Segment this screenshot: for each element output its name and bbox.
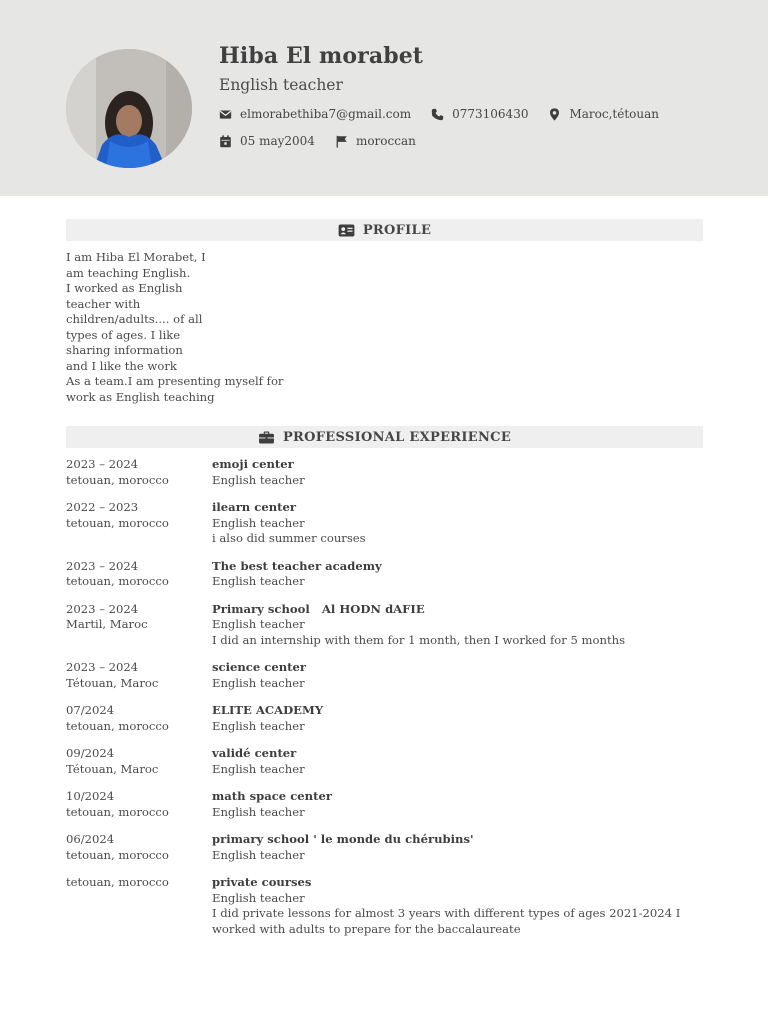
profile-line: children/adults.... of all: [66, 312, 203, 326]
profile-line: sharing information: [66, 343, 183, 357]
experience-org: emoji center: [212, 457, 294, 471]
profile-line: I worked as English: [66, 281, 183, 295]
experience-place: Tétouan, Maroc: [66, 675, 159, 690]
person-name: Hiba El morabet: [219, 43, 424, 69]
email-text: elmorabethiba7@gmail.com: [240, 107, 412, 121]
location-text: Maroc,tétouan: [569, 107, 659, 121]
experience-note: I did private lessons for almost 3 years with different types of ages 2021-2024 I worked with adults to prepare for the baccalaureate: [212, 906, 681, 936]
experience-date: 06/2024: [66, 832, 115, 846]
experience-role: English teacher: [212, 472, 305, 487]
experience-item: [66, 457, 703, 488]
experience-date: 2023 – 2024: [66, 457, 139, 471]
experience-item: [66, 660, 703, 691]
phone-icon: [431, 108, 444, 121]
id-card-icon: [338, 224, 355, 237]
phone-text: 0773106430: [452, 107, 529, 121]
experience-date: 09/2024: [66, 746, 115, 760]
experience-item: [66, 832, 703, 863]
profile-section-heading: [66, 219, 703, 241]
experience-role: English teacher: [212, 804, 305, 819]
experience-date: 07/2024: [66, 703, 115, 717]
experience-place: tetouan, morocco: [66, 515, 169, 530]
experience-place: tetouan, morocco: [66, 574, 169, 588]
experience-role: English teacher: [212, 761, 305, 776]
nationality-text: moroccan: [355, 134, 416, 148]
experience-date: 2022 – 2023: [66, 500, 139, 514]
contact-row-primary: [219, 107, 679, 121]
profile-line: and I like the work: [66, 358, 177, 373]
email-contact[interactable]: [219, 107, 411, 121]
profile-line: types of ages. I like: [66, 327, 181, 342]
birthdate-item: [219, 134, 315, 148]
experience-item: [66, 875, 703, 937]
experience-heading-text: PROFESSIONAL EXPERIENCE: [282, 429, 512, 445]
person-photo-image: [66, 49, 192, 168]
envelope-icon: [219, 108, 232, 121]
experience-place: tetouan, morocco: [66, 804, 169, 819]
profile-summary: [66, 250, 283, 405]
profile-photo: [66, 49, 192, 168]
job-title: English teacher: [219, 76, 343, 94]
experience-org: validé center: [212, 746, 297, 760]
birthdate-text: 05 may2004: [240, 134, 315, 148]
experience-org: Primary school Al HODN dAFIE: [212, 601, 425, 616]
experience-note: I did an internship with them for 1 month, then I worked for 5 months: [212, 632, 626, 647]
experience-org: primary school ' le monde du chérubins': [212, 832, 474, 846]
experience-place: tetouan, morocco: [66, 847, 169, 862]
experience-role: English teacher: [212, 718, 305, 733]
experience-org: The best teacher academy: [212, 558, 382, 573]
experience-org: ELITE ACADEMY: [212, 703, 324, 717]
experience-role: English teacher: [212, 847, 305, 862]
profile-line: am teaching English.: [66, 265, 191, 280]
experience-place: tetouan, morocco: [66, 875, 169, 889]
experience-date: 10/2024: [66, 789, 115, 803]
phone-contact[interactable]: [431, 107, 528, 121]
experience-item: [66, 746, 703, 777]
experience-place: tetouan, morocco: [66, 718, 169, 733]
experience-org: ilearn center: [212, 500, 296, 514]
experience-place: tetouan, morocco: [66, 472, 169, 487]
map-pin-icon: [548, 108, 561, 121]
experience-org: science center: [212, 660, 306, 674]
experience-note: i also did summer courses: [212, 531, 366, 545]
experience-item: [66, 789, 703, 820]
experience-item: [66, 500, 703, 547]
experience-org: private courses: [212, 875, 312, 889]
experience-item: [66, 703, 703, 734]
experience-place: Tétouan, Maroc: [66, 761, 159, 776]
profile-line: teacher with: [66, 296, 141, 311]
experience-date: 2023 – 2024: [66, 660, 139, 674]
contact-row-secondary: [219, 134, 436, 148]
location-contact: [548, 107, 659, 121]
calendar-icon: [219, 135, 232, 148]
experience-date: 2023 – 2024: [66, 601, 139, 616]
experience-role: English teacher: [212, 675, 305, 690]
experience-org: math space center: [212, 789, 332, 803]
experience-role: English teacher: [212, 515, 305, 530]
profile-line: work as English teaching: [66, 389, 215, 404]
experience-role: English teacher: [212, 617, 305, 631]
header-banner: [0, 0, 768, 196]
experience-role: English teacher: [212, 574, 305, 588]
profile-heading-text: PROFILE: [362, 222, 432, 238]
nationality-item: [335, 134, 416, 148]
briefcase-icon: [258, 431, 275, 444]
flag-icon: [335, 135, 348, 148]
experience-section-heading: [66, 426, 703, 448]
experience-item: [66, 602, 703, 649]
experience-place: Martil, Maroc: [66, 617, 148, 631]
experience-list: [66, 457, 703, 949]
experience-role: English teacher: [212, 890, 305, 905]
profile-line: As a team.I am presenting myself for: [66, 374, 284, 388]
profile-line: I am Hiba El Morabet, I: [66, 250, 206, 264]
experience-item: [66, 559, 703, 590]
experience-date: 2023 – 2024: [66, 558, 139, 573]
